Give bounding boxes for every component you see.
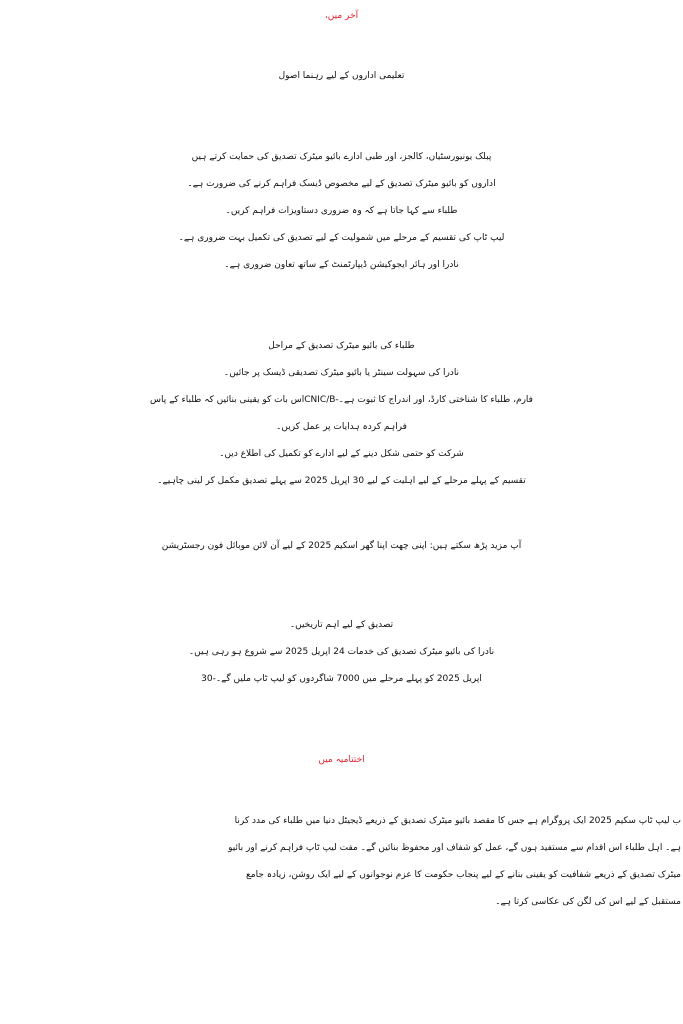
steps-title: طلباء کی بائیو میٹرک تصدیق کے مراحل: [268, 341, 415, 351]
steps-line: تقسیم کے پہلے مرحلے کے لیے اہلیت کے لیے 30 اپریل 2025 سے پہلے تصدیق مکمل کر لینی چاہیے۔: [157, 476, 526, 486]
guidelines-line: لیپ ٹاپ کی تقسیم کے مرحلے میں شمولیت کے لیے تصدیق کی تکمیل بہت ضروری ہے۔: [178, 233, 505, 243]
conclusion-title: اختتامیہ میں: [318, 755, 365, 765]
conclusion-line: ہے۔ اہل طلباء اس اقدام سے مستفید ہوں گے، عمل کو شفاف اور محفوظ بنائیں گے۔ مفت لیپ ٹاپ فراہم کرنے اور بائیو: [228, 843, 681, 853]
conclusion-line: ب لیپ ٹاپ سکیم 2025 ایک پروگرام ہے جس کا مقصد بائیو میٹرک تصدیق کے ذریعے ڈیجیٹل دنیا میں طلباء کی مدد کرنا: [234, 816, 681, 826]
guidelines-title: تعلیمی اداروں کے لیے رہنما اصول: [278, 71, 405, 81]
dates-line: نادرا کی بائیو میٹرک تصدیق کی خدمات 24 اپریل 2025 سے شروع ہو رہی ہیں۔: [188, 647, 495, 657]
top-heading: آخر میں،: [324, 11, 359, 21]
guidelines-line: اداروں کو بائیو میٹرک تصدیق کے لیے مخصوص ڈیسک فراہم کرنے کی ضرورت ہے۔: [187, 179, 496, 189]
guidelines-line: نادرا اور ہائر ایجوکیشن ڈیپارٹمنٹ کے ساتھ تعاون ضروری ہے۔: [224, 260, 459, 270]
steps-line: فراہم کردہ ہدایات پر عمل کریں۔: [276, 422, 407, 432]
read-more-link[interactable]: آپ مزید پڑھ سکتے ہیں: اپنی چھت اپنا گھر اسکیم 2025 کے لیے آن لائن موبائل فون رجسٹریشن: [161, 541, 522, 551]
steps-line: فارم، طلباء کا شناختی کارڈ، اور اندراج کا ثبوت ہے۔-CNIC/Bاس بات کو یقینی بنائیں کہ طلباء کے پاس: [150, 395, 533, 405]
steps-line: نادرا کی سہولت سینٹر یا بائیو میٹرک تصدیقی ڈیسک پر جائیں۔: [223, 368, 460, 378]
conclusion-line: میٹرک تصدیق کے ذریعے شفافیت کو یقینی بنانے کے لیے پنجاب حکومت کا عزم نوجوانوں کے لیے ایک روشن، زیادہ جامع: [246, 870, 681, 880]
dates-line: اپریل 2025 کو پہلے مرحلے میں 7000 شاگردوں کو لیپ ٹاپ ملیں گے۔-30: [201, 674, 482, 684]
steps-line: شرکت کو حتمی شکل دینے کے لیے ادارے کو تکمیل کی اطلاع دیں۔: [219, 449, 464, 459]
dates-title: تصدیق کے لیے اہم تاریخیں۔: [289, 620, 394, 630]
guidelines-line: پبلک یونیورسٹیاں، کالجز، اور طبی ادارے بائیو میٹرک تصدیق کی حمایت کرتے ہیں: [191, 152, 492, 162]
conclusion-line: مستقبل کے لیے اس کی لگن کی عکاسی کرتا ہے۔: [495, 897, 681, 907]
guidelines-line: طلباء سے کہا جاتا ہے کہ وہ ضروری دستاویزات فراہم کریں۔: [225, 206, 458, 216]
